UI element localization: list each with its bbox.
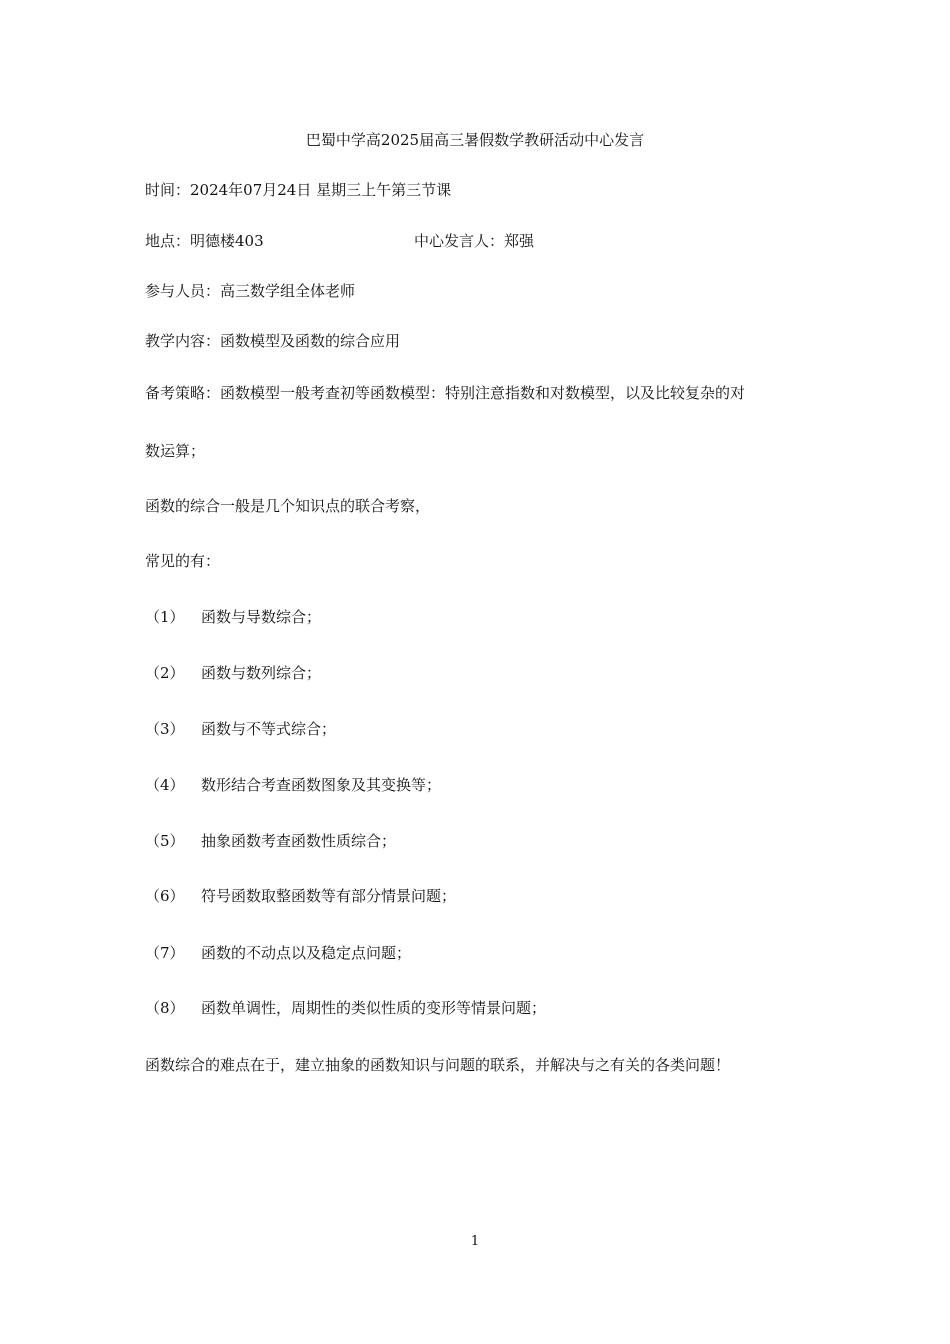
list-item bbox=[145, 943, 411, 963]
list-item-number: （8） bbox=[145, 999, 185, 1017]
strategy-line-2: 数运算； bbox=[145, 442, 206, 460]
document-title: 巴蜀中学高2025届高三暑假数学教研活动中心发言 bbox=[305, 131, 645, 149]
meeting-time: 时间：2024年07月24日 星期三上午第三节课 bbox=[145, 181, 452, 199]
list-item-text: 函数与导数综合； bbox=[201, 608, 322, 626]
list-item-text: 数形结合考查函数图象及其变换等； bbox=[201, 776, 442, 794]
conclusion: 函数综合的难点在于，建立抽象的函数知识与问题的联系，并解决与之有关的各类问题！ bbox=[145, 1056, 731, 1074]
list-item-text: 符号函数取整函数等有部分情景问题； bbox=[201, 887, 457, 905]
list-item bbox=[145, 831, 396, 851]
list-item-text: 抽象函数考查函数性质综合； bbox=[201, 832, 397, 850]
list-item-number: （2） bbox=[145, 664, 185, 682]
list-item-number: （5） bbox=[145, 832, 185, 850]
teaching-content: 教学内容：函数模型及函数的综合应用 bbox=[145, 332, 401, 350]
list-item-text: 函数与不等式综合； bbox=[201, 720, 337, 738]
list-item-text: 函数的不动点以及稳定点问题； bbox=[201, 944, 412, 962]
meeting-location: 地点：明德楼403 bbox=[145, 232, 264, 250]
meeting-participants: 参与人员：高三数学组全体老师 bbox=[145, 282, 356, 300]
list-item-number: （4） bbox=[145, 776, 185, 794]
list-item bbox=[145, 607, 321, 627]
meeting-speaker: 中心发言人：郑强 bbox=[414, 232, 535, 250]
list-item bbox=[145, 998, 546, 1018]
list-item bbox=[145, 775, 441, 795]
list-item-number: （7） bbox=[145, 944, 185, 962]
list-item-text: 函数与数列综合； bbox=[201, 664, 322, 682]
list-item-number: （3） bbox=[145, 720, 185, 738]
comprehensive-intro: 函数的综合一般是几个知识点的联合考察， bbox=[145, 497, 431, 515]
page-number: 1 bbox=[470, 1234, 480, 1249]
list-item bbox=[145, 886, 456, 906]
common-heading: 常见的有： bbox=[145, 552, 221, 570]
strategy-line-1: 备考策略：函数模型一般考查初等函数模型：特别注意指数和对数模型，以及比较复杂的对 bbox=[145, 384, 746, 402]
list-item-text: 函数单调性，周期性的类似性质的变形等情景问题； bbox=[201, 999, 547, 1017]
list-item-number: （6） bbox=[145, 887, 185, 905]
list-item-number: （1） bbox=[145, 608, 185, 626]
list-item bbox=[145, 719, 336, 739]
list-item bbox=[145, 663, 321, 683]
